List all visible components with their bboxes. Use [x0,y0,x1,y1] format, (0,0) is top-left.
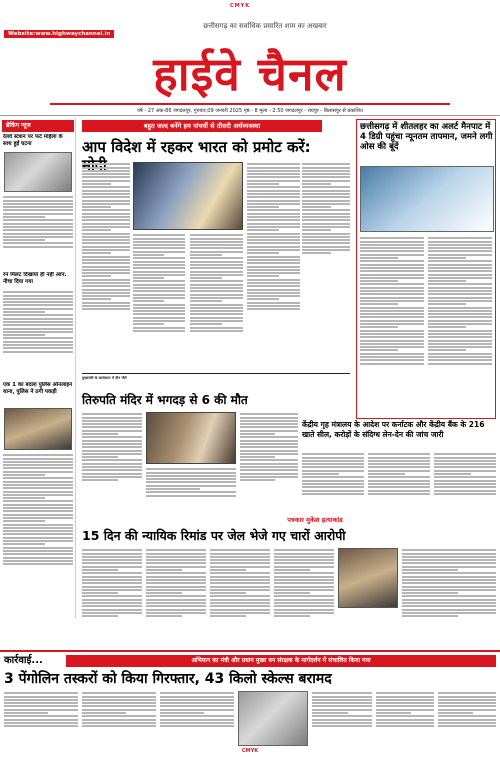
left-story1-photo [4,152,72,192]
cmyk-mark: CMYK [230,3,251,9]
left-story2-headline: रन मिलट दिखाया ही नहीं आप. नीचा दिया गया [3,272,67,285]
bottom-band-kicker: कार्रवाई... [4,655,43,666]
top-story-body-col2 [133,233,185,372]
right-top-body-col1 [360,236,424,416]
middle-story-body-col1 [82,412,142,510]
murder-story-body-col5 [402,548,496,646]
left-story3-headline: एक 1 का बदला पुलिस ऑनलाइन थाना, पुलिस ने ठगी पकड़ी [3,382,73,395]
middle-story-photo [146,412,236,464]
bottom-band-body-col3 [160,691,234,746]
divider [82,373,350,374]
bottom-band-headline: 3 पेंगोलिन तस्करों को किया गिरफ्तार, 43 किलो स्केल्स बरामद [4,671,332,687]
top-story-body-col5 [302,162,350,292]
bottom-band-body-col1 [4,691,78,746]
middle-story-body-col3 [240,412,298,510]
murder-story-body-col2 [146,548,206,646]
masthead-rule [50,103,450,105]
murder-story-headline: 15 दिन की न्यायिक रिमांड पर जेल भेजे गए चारों आरोपी [82,528,346,543]
left-story1-body [3,195,73,270]
bottom-band-photo [238,691,308,746]
top-story-body-col1 [82,162,130,372]
right-top-body-col2 [428,236,492,416]
left-story1-headline: रेलवे स्टेशन पर फटे महिला के साथ हुई घटना [3,134,63,147]
murder-story-body-col3 [210,548,270,646]
top-story-headline: आप विदेश में रहकर भारत को प्रमोट करें: [82,138,311,156]
middle-story-body-col2 [146,467,236,510]
website-link[interactable]: Website:www.highwaychannel.in [4,30,114,38]
center-band-headline: केंद्रीय गृह मंत्रालय के आदेश पर कर्नाटक और केंद्रीय बैंक के 216 खाते सील, करोड़ों के संदिग्ध लेन-देन की जांच जारी [302,420,485,439]
middle-story-kicker: मुख्यमंत्री के कार्यकाल में तीन मौतें [82,376,127,380]
masthead-logo: हाईवे चैनल [153,47,347,101]
top-story-kicker: बहुत जल्द बनेंगे हम पांचवीं से तीसरी अर्थव्यवस्था [82,120,322,132]
bottom-band-rule [0,650,500,652]
footer-cmyk: CMYK [241,748,259,754]
bottom-band-subkicker: अभियान का मंत्री और प्रधान मुख्य वन संरक्षक के मार्गदर्शन में संचालित किया गया [66,655,496,667]
center-band-body-col1 [302,452,364,512]
top-story-photo [133,162,243,230]
murder-story-body-col1 [82,548,142,646]
top-story-body-col3 [190,233,243,372]
bottom-band-body-col5 [376,691,434,746]
bottom-band-body-col6 [438,691,496,746]
bottom-band-body-col4 [312,691,372,746]
bottom-band-body-col2 [82,691,156,746]
tagline: छत्तीसगढ़ का सर्वाधिक प्रसारित शाम का अखबार [203,22,327,30]
header [0,0,500,44]
breaking-news-label: ब्रेकिंग न्यूज [2,120,74,132]
murder-story-body-col4 [274,548,334,646]
right-top-headline: छत्तीसगढ़ में शीतलहर का अलर्ट मैनपाट में 4 डिग्री पहुंचा न्यूनतम तापमान, जमने लगी ओस की बूंदें [360,122,493,152]
top-story-body-col4 [247,162,300,372]
center-band-body-col3 [434,452,496,512]
dateline: वर्ष - 27 अंक-86 जगदलपुर, गुरुवार,09 जनवरी 2025 पृष्ठ - 8 मूल्य - 2.50 जगदलपुर - रायपुर - बिलासपुर से प्रकाशित [0,106,500,116]
left-story3-photo [4,408,72,450]
murder-story-photo [338,548,398,608]
right-top-photo [360,166,494,232]
murder-story-kicker: पत्रकार मुकेश हत्याकांड [250,514,380,526]
center-band-body-col2 [368,452,430,512]
left-story2-body [3,290,73,380]
left-story3-body [3,453,73,613]
middle-story-headline: तिरुपति मंदिर में भगदड़ से 6 की मौत [82,393,248,407]
